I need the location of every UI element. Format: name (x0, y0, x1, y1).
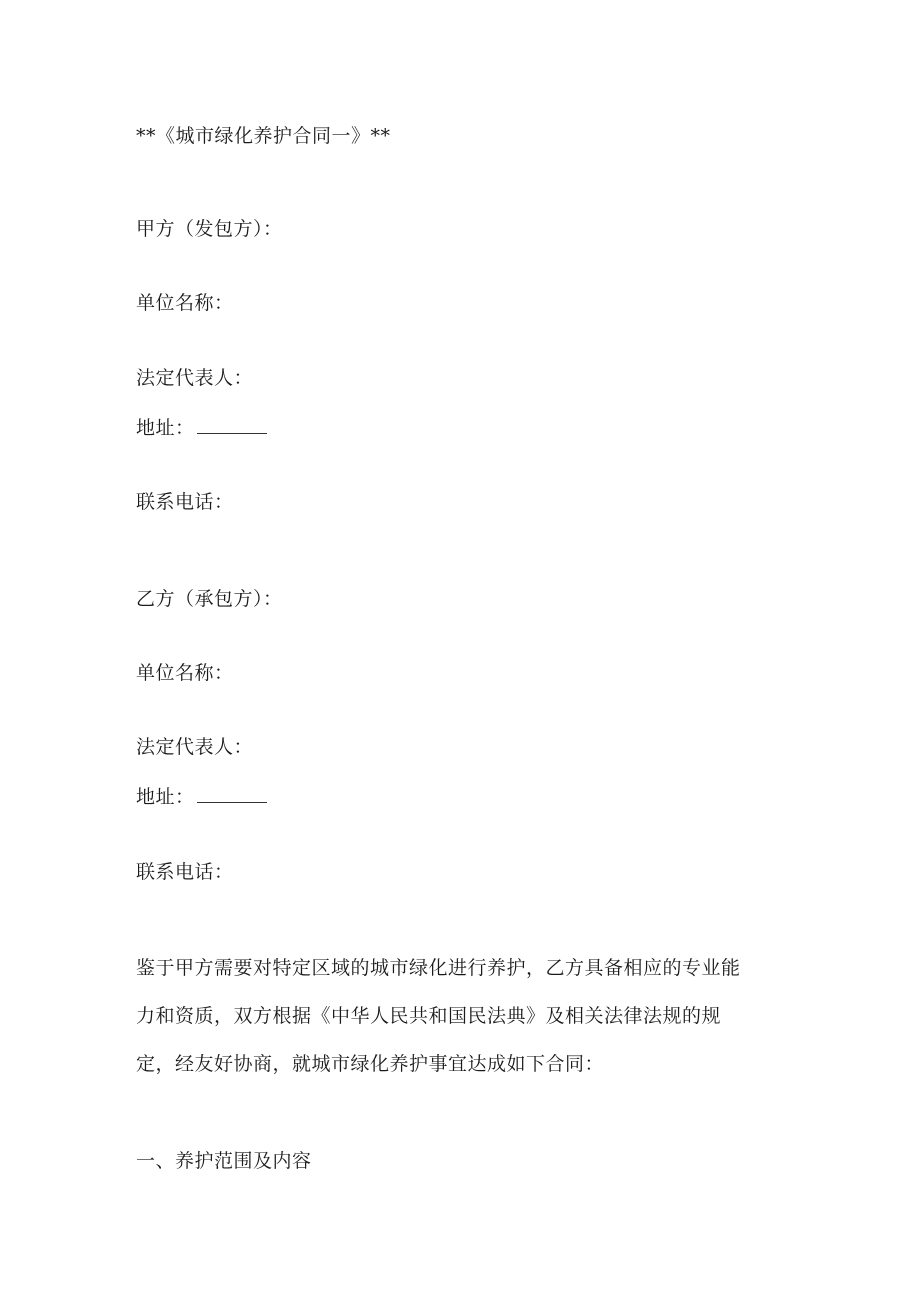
party-a-unit-name: 单位名称： (136, 292, 234, 314)
party-b-unit-name: 单位名称： (136, 662, 234, 684)
contract-title: **《城市绿化养护合同一》** (136, 125, 391, 147)
party-b-heading: 乙方（承包方）： (136, 588, 283, 610)
party-b-phone: 联系电话： (136, 861, 234, 883)
party-b-legal-rep: 法定代表人： (136, 736, 254, 758)
party-b-address-blank (197, 788, 267, 803)
party-a-address-label: 地址： (136, 417, 195, 439)
party-a-legal-rep: 法定代表人： (136, 367, 254, 389)
section-1-heading: 一、养护范围及内容 (136, 1150, 312, 1172)
preamble-line-1: 鉴于甲方需要对特定区域的城市绿化进行养护，乙方具备相应的专业能 (136, 957, 741, 979)
party-a-phone: 联系电话： (136, 491, 234, 513)
party-a-address (136, 416, 267, 440)
party-b-address-label: 地址： (136, 786, 195, 808)
party-a-address-blank (197, 419, 267, 434)
preamble-line-3: 定，经友好协商，就城市绿化养护事宜达成如下合同： (136, 1053, 605, 1075)
preamble-line-2: 力和资质，双方根据《中华人民共和国民法典》及相关法律法规的规 (136, 1005, 722, 1027)
party-b-address (136, 785, 267, 809)
party-a-heading: 甲方（发包方）： (136, 218, 283, 240)
